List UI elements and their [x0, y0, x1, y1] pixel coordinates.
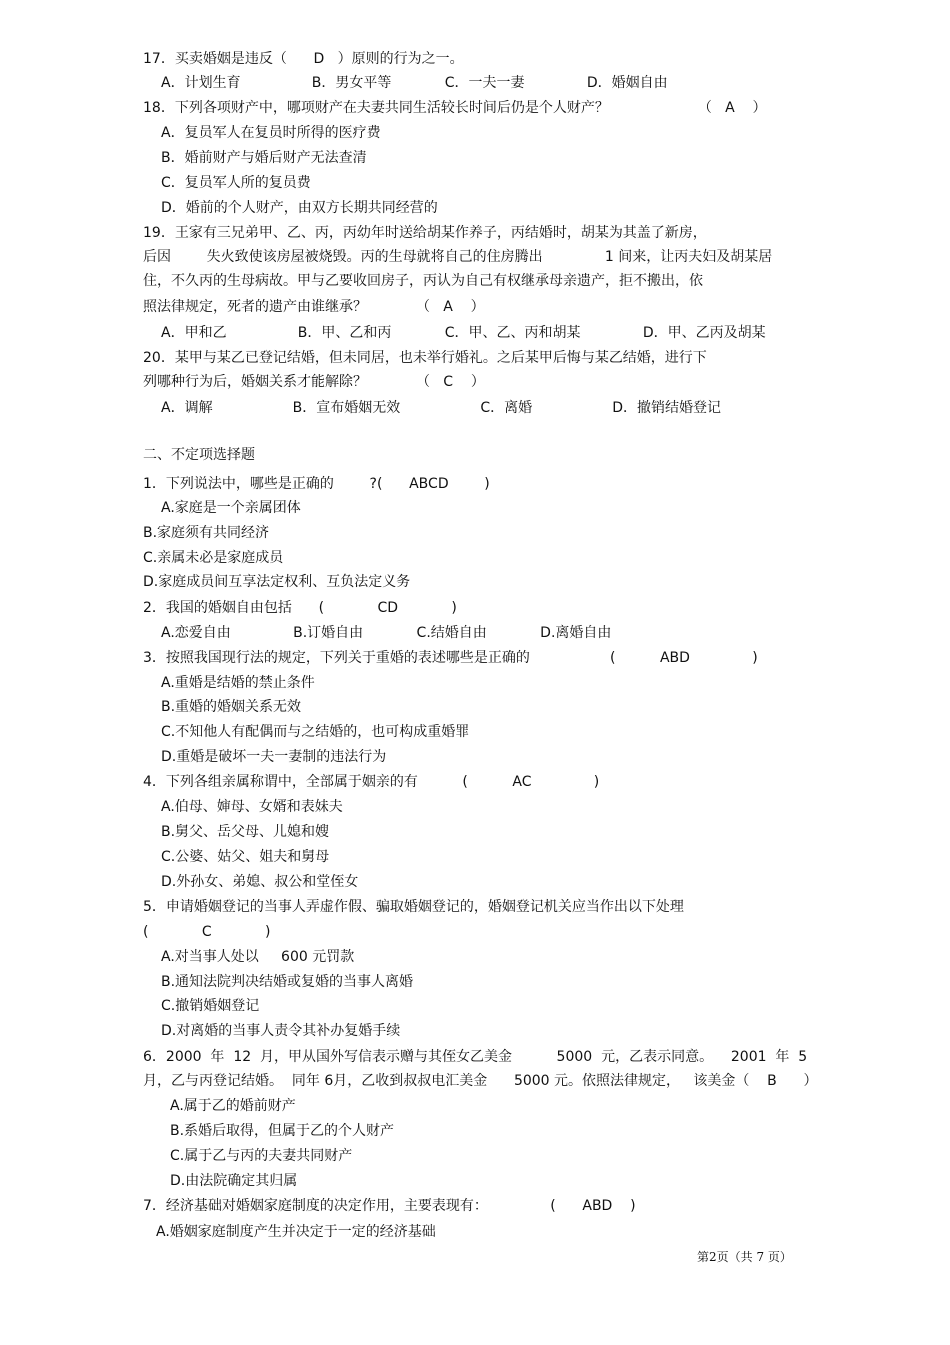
- q18-option-d: D．婚前的个人财产，由双方长期共同经营的: [161, 200, 438, 216]
- m6-option-a: A.属于乙的婚前财产: [170, 1098, 296, 1114]
- q18-option-a: A．复员军人在复员时所得的医疗费: [161, 125, 381, 141]
- q19-stem-3: 住，不久丙的生母病故。甲与乙要收回房子，丙认为自己有权继承母亲遗产，拒不搬出，依: [143, 273, 703, 289]
- m6-stem-2: 月，乙与丙登记结婚。 同年 6月，乙收到叔叔电汇美金 5000 元。依照法律规定， 该美金（ B ）: [143, 1073, 818, 1089]
- m4-option-b: B.舅父、岳父母、儿媳和嫂: [161, 824, 330, 840]
- m5-option-c: C.撤销婚姻登记: [161, 998, 260, 1014]
- m5-option-b: B.通知法院判决结婚或复婚的当事人离婚: [161, 974, 414, 990]
- m1-option-c: C.亲属未必是家庭成员: [143, 550, 284, 566]
- m2-stem: 2．我国的婚姻自由包括 ( CD ): [143, 600, 457, 616]
- m4-option-a: A.伯母、婶母、女婿和表妹夫: [161, 799, 343, 815]
- page-footer: 第2页（共 7 页）: [697, 1250, 792, 1264]
- m1-stem: 1．下列说法中，哪些是正确的 ?( ABCD ): [143, 476, 490, 492]
- m1-option-b: B.家庭须有共同经济: [143, 525, 270, 541]
- m1-option-d: D.家庭成员间互享法定权利、互负法定义务: [143, 574, 411, 590]
- q19-options: A．甲和乙 B．甲、乙和丙 C．甲、乙、丙和胡某 D．甲、乙丙及胡某: [161, 325, 766, 341]
- m3-option-b: B.重婚的婚姻关系无效: [161, 699, 302, 715]
- m6-stem-1: 6．2000 年 12 月，甲从国外写信表示赠与其侄女乙美金 5000 元，乙表示同意。 2001 年 5: [143, 1049, 808, 1065]
- m5-option-d: D.对离婚的当事人责令其补办复婚手续: [161, 1023, 401, 1039]
- m6-option-d: D.由法院确定其归属: [170, 1173, 298, 1189]
- q18-stem: 18．下列各项财产中，哪项财产在夫妻共同生活较长时间后仍是个人财产？ （ A ）: [143, 100, 767, 116]
- m4-option-d: D.外孙女、弟媳、叔公和堂侄女: [161, 874, 359, 890]
- m6-option-c: C.属于乙与丙的夫妻共同财产: [170, 1148, 353, 1164]
- q17-stem: 17．买卖婚姻是违反（ D ）原则的行为之一。: [143, 51, 464, 67]
- m3-stem: 3．按照我国现行法的规定，下列关于重婚的表述哪些是正确的 ( ABD ): [143, 650, 758, 666]
- m4-option-c: C.公婆、姑父、姐夫和舅母: [161, 849, 330, 865]
- q19-stem-1: 19．王家有三兄弟甲、乙、丙，丙幼年时送给胡某作养子，丙结婚时，胡某为其盖了新房，: [143, 225, 707, 241]
- section-heading: 二、不定项选择题: [143, 447, 255, 463]
- m7-stem: 7．经济基础对婚姻家庭制度的决定作用，主要表现有： ( ABD ): [143, 1198, 636, 1214]
- m5-stem-2: ( C ): [143, 924, 271, 940]
- m3-option-a: A.重婚是结婚的禁止条件: [161, 675, 315, 691]
- m6-option-b: B.系婚后取得，但属于乙的个人财产: [170, 1123, 395, 1139]
- m2-options: A.恋爱自由 B.订婚自由 C.结婚自由 D.离婚自由: [161, 625, 612, 641]
- q19-stem-2: 后因 失火致使该房屋被烧毁。丙的生母就将自己的住房腾出 1 间来，让丙夫妇及胡某居: [143, 249, 773, 265]
- q18-option-c: C．复员军人所的复员费: [161, 175, 311, 191]
- m7-option-a: A.婚姻家庭制度产生并决定于一定的经济基础: [156, 1224, 436, 1240]
- q17-options: A．计划生育 B．男女平等 C．一夫一妻 D．婚姻自由: [161, 75, 668, 91]
- q19-stem-4: 照法律规定，死者的遗产由谁继承？ （ A ）: [143, 299, 485, 315]
- m5-option-a: A.对当事人处以 600 元罚款: [161, 949, 355, 965]
- q20-options: A．调解 B．宣布婚姻无效 C．离婚 D．撤销结婚登记: [161, 400, 722, 416]
- m5-stem-1: 5．申请婚姻登记的当事人弄虚作假、骗取婚姻登记的，婚姻登记机关应当作出以下处理: [143, 899, 684, 915]
- q20-stem-2: 列哪种行为后，婚姻关系才能解除？ （ C ）: [143, 374, 485, 390]
- q20-stem-1: 20．某甲与某乙已登记结婚，但未同居，也未举行婚礼。之后某甲后悔与某乙结婚，进行下: [143, 350, 707, 366]
- m4-stem: 4．下列各组亲属称谓中，全部属于姻亲的有 ( AC ): [143, 774, 600, 790]
- m1-option-a: A.家庭是一个亲属团体: [161, 500, 301, 516]
- m3-option-d: D.重婚是破坏一夫一妻制的违法行为: [161, 749, 387, 765]
- q18-option-b: B．婚前财产与婚后财产无法查清: [161, 150, 367, 166]
- m3-option-c: C.不知他人有配偶而与之结婚的，也可构成重婚罪: [161, 724, 470, 740]
